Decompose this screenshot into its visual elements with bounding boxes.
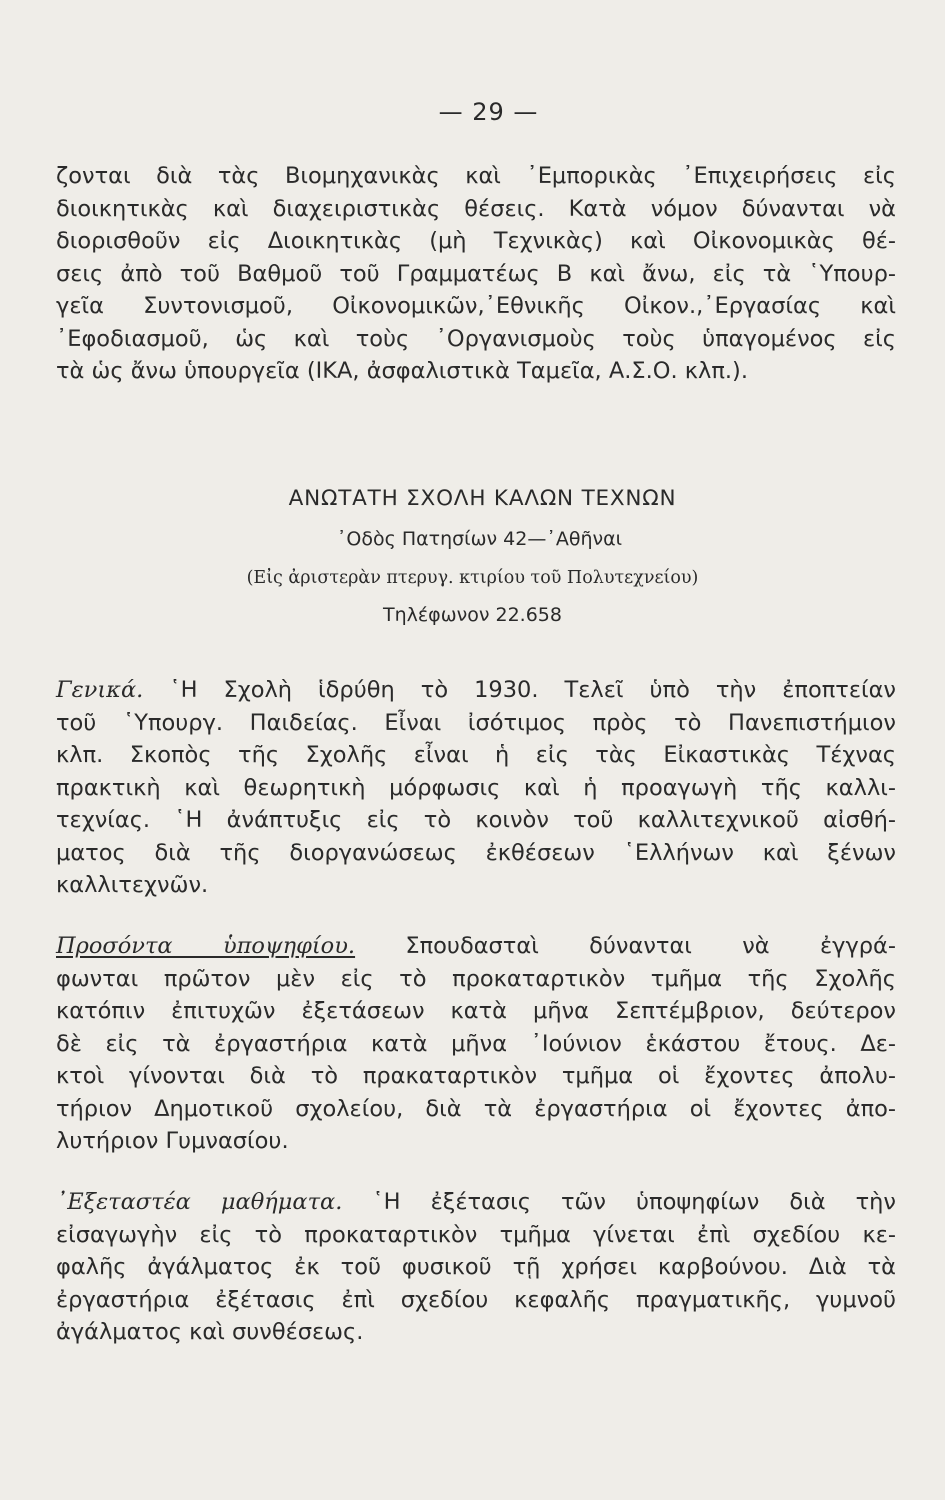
text-line: φαλῆς ἀγάλματος ἐκ τοῦ φυσικοῦ τῇ χρήσει καρβούνου. Διὰ τὰ <box>56 1254 896 1280</box>
text-fragment: ῾Η ἐξέτασις τῶν ὑποψηφίων διὰ τὴν <box>372 1189 896 1215</box>
text-line: φωνται πρῶτον μὲν εἰς τὸ προκαταρτικὸν τμῆμα τῆς Σχολῆς <box>56 965 896 992</box>
school-heading <box>0 486 945 634</box>
school-phone: Τηλέφωνον 22.658 <box>383 604 562 626</box>
text-line: ματος διὰ τῆς διοργανώσεως ἐκθέσεων ῾Ελλήνων καὶ ξένων <box>56 839 896 866</box>
text-fragment: ῾Η Σχολὴ ἱδρύθη τὸ 1930. Τελεῖ ὑπὸ τὴν ἐποπτείαν <box>169 677 896 703</box>
text-line: δὲ εἰς τὰ ἐργαστήρια κατὰ μῆνα ᾿Ιούνιον ἑκάστου ἔτους. Δε- <box>56 1030 896 1057</box>
exams-title: ᾿Εξεταστέα μαθήματα. <box>56 1189 343 1215</box>
exams-paragraph <box>56 1186 896 1349</box>
text-line: λυτήριον Γυμνασίου. <box>56 1128 289 1154</box>
intro-paragraph <box>56 160 896 388</box>
text-line: διορισθοῦν εἰς Διοικητικὰς (μὴ Τεχνικὰς) καὶ Οἰκονομικὰς θέ- <box>56 228 896 254</box>
text-line <box>56 930 896 963</box>
text-fragment: Σπουδασταὶ δύνανται νὰ ἐγγρά- <box>405 933 896 959</box>
text-line <box>56 1186 896 1219</box>
candidates-title: Προσόντα ὑποψηφίου. <box>56 933 356 959</box>
school-title: ΑΝΩΤΑΤΗ ΣΧΟΛΗ ΚΑΛΩΝ ΤΕΧΝΩΝ <box>288 486 677 511</box>
text-line: τεχνίας. ῾Η ἀνάπτυξις εἰς τὸ κοινὸν τοῦ καλλιτεχνικοῦ αἰσθή- <box>56 807 896 833</box>
text-line: σεις ἀπὸ τοῦ Βαθμοῦ τοῦ Γραμματέως Β καὶ ἄνω, εἰς τὰ ῾Υπουρ- <box>56 260 896 287</box>
page-number: — 29 — <box>438 98 539 126</box>
text-line: τὰ ὡς ἄνω ὑπουργεῖα (ΙΚΑ, ἀσφαλιστικὰ Ταμεῖα, Α.Σ.Ο. κλπ.). <box>56 358 748 384</box>
text-line: πρακτικὴ καὶ θεωρητικὴ μόρφωσις καὶ ἡ προαγωγὴ τῆς καλλι- <box>56 774 896 801</box>
text-line: τήριον Δημοτικοῦ σχολείου, διὰ τὰ ἐργαστήρια οἱ ἔχοντες ἀπο- <box>56 1095 896 1122</box>
text-line: ζονται διὰ τὰς Βιομηχανικὰς καὶ ᾿Εμπορικὰς ᾿Επιχειρήσεις εἰς <box>56 163 896 189</box>
text-line: ᾿Εφοδιασμοῦ, ὡς καὶ τοὺς ᾿Οργανισμοὺς τοὺς ὑπαγομένος εἰς <box>56 325 896 352</box>
text-line: εἰσαγωγὴν εἰς τὸ προκαταρτικὸν τμῆμα γίνεται ἐπὶ σχεδίου κε- <box>56 1221 896 1248</box>
text-line: ἀγάλματος καὶ συνθέσεως. <box>56 1319 364 1345</box>
general-title: Γενικά. <box>56 677 144 703</box>
school-address: ᾿Οδὸς Πατησίων 42—᾿Αθῆναι <box>336 528 623 550</box>
school-location-note: (Εἰς ἀριστερὰν πτερυγ. κτιρίου τοῦ Πολυτεχνείου) <box>246 568 699 588</box>
text-line: κλπ. Σκοπὸς τῆς Σχολῆς εἶναι ἡ εἰς τὰς Εἰκαστικὰς Τέχνας <box>56 742 896 768</box>
text-line: ἐργαστήρια ἐξέτασις ἐπὶ σχεδίου κεφαλῆς πραγματικῆς, γυμνοῦ <box>56 1286 896 1313</box>
text-line: τοῦ ῾Υπουργ. Παιδείας. Εἶναι ἰσότιμος πρὸς τὸ Πανεπιστήμιον <box>56 709 896 736</box>
text-line: κατόπιν ἐπιτυχῶν ἐξετάσεων κατὰ μῆνα Σεπτέμβριον, δεύτερον <box>56 998 896 1024</box>
general-paragraph <box>56 674 896 902</box>
text-line: διοικητικὰς καὶ διαχειριστικὰς θέσεις. Κατὰ νόμον δύνανται νὰ <box>56 195 896 222</box>
text-line: γεῖα Συντονισμοῦ, Οἰκονομικῶν,᾿Εθνικῆς Οἰκον.,᾿Εργασίας καὶ <box>56 293 896 319</box>
candidates-paragraph <box>56 930 896 1158</box>
text-line <box>56 674 896 707</box>
text-line: κτοὶ γίνονται διὰ τὸ πρακαταρτικὸν τμῆμα οἱ ἔχοντες ἀπολυ- <box>56 1063 896 1089</box>
text-line: καλλιτεχνῶν. <box>56 872 209 898</box>
